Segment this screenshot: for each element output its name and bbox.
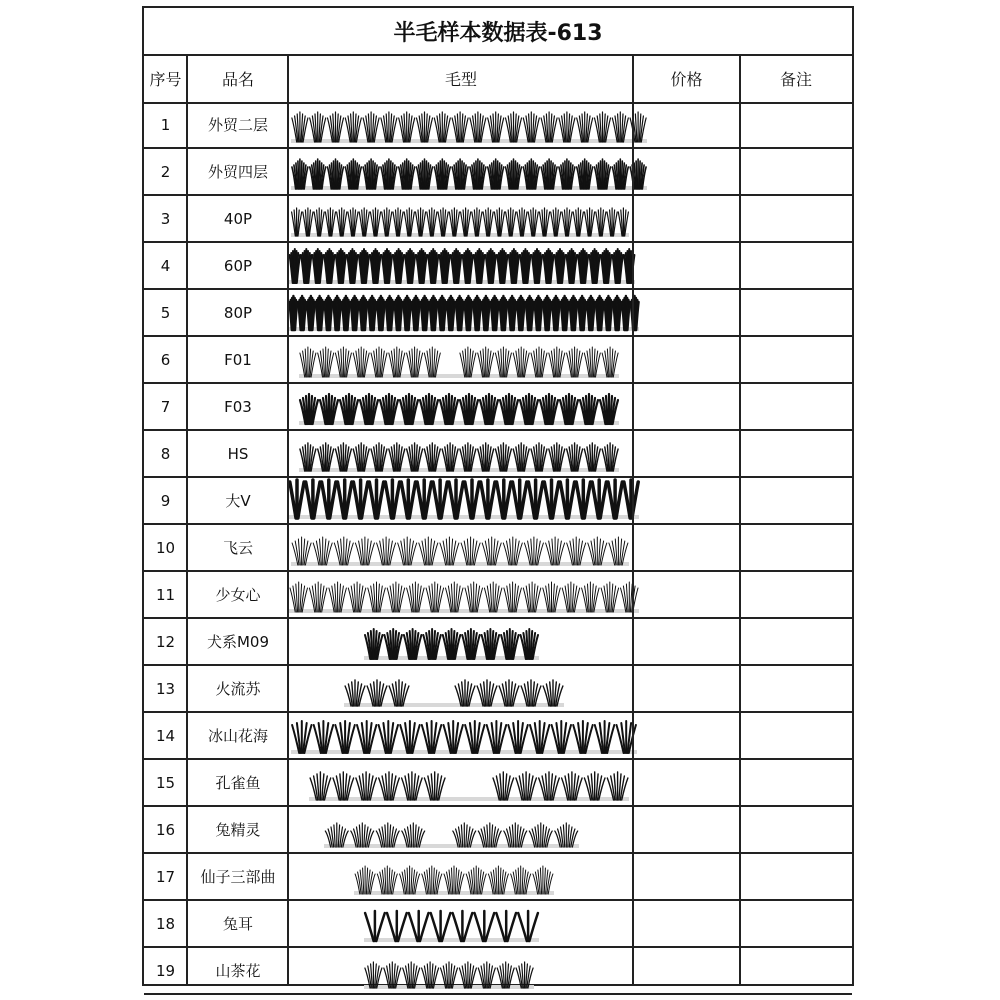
table-row xyxy=(144,337,852,384)
table-row xyxy=(144,431,852,478)
lash-cluster-strip-icon xyxy=(289,666,649,711)
row-product-name: 冰山花海 xyxy=(207,727,268,745)
row-product-name: 兔精灵 xyxy=(215,821,261,839)
row-product-name: F01 xyxy=(224,350,252,369)
header-price: 价格 xyxy=(670,69,703,89)
table-row xyxy=(144,619,852,666)
lash-cluster-strip-icon xyxy=(289,478,649,523)
lash-cluster-strip-icon xyxy=(289,619,649,664)
lash-cluster-strip-icon xyxy=(289,807,649,852)
row-number: 2 xyxy=(160,162,171,181)
row-number: 9 xyxy=(160,491,171,510)
row-product-name: 兔耳 xyxy=(222,915,253,933)
row-product-name: 火流苏 xyxy=(215,680,261,698)
row-number: 10 xyxy=(155,538,176,557)
row-price-cell[interactable] xyxy=(633,431,740,476)
table-row xyxy=(144,666,852,713)
row-number: 15 xyxy=(155,773,176,792)
table-row xyxy=(144,713,852,760)
row-price-cell[interactable] xyxy=(633,149,740,194)
column-divider xyxy=(739,54,741,984)
row-price-cell[interactable] xyxy=(633,478,740,523)
row-note-cell[interactable] xyxy=(740,572,852,617)
row-price-cell[interactable] xyxy=(633,901,740,946)
row-note-cell[interactable] xyxy=(740,478,852,523)
table-row xyxy=(144,243,852,290)
table-row xyxy=(144,525,852,572)
row-number: 19 xyxy=(155,961,176,980)
row-number: 6 xyxy=(160,350,171,369)
table-row xyxy=(144,384,852,431)
table-row xyxy=(144,854,852,901)
row-note-cell[interactable] xyxy=(740,102,852,147)
row-number: 4 xyxy=(160,256,171,275)
row-number: 12 xyxy=(155,632,176,651)
row-price-cell[interactable] xyxy=(633,196,740,241)
row-note-cell[interactable] xyxy=(740,901,852,946)
row-product-name: 少女心 xyxy=(215,586,261,604)
row-note-cell[interactable] xyxy=(740,243,852,288)
lash-cluster-strip-icon xyxy=(289,572,649,617)
lash-cluster-strip-icon xyxy=(289,525,649,570)
row-number: 7 xyxy=(160,397,171,416)
row-number: 16 xyxy=(155,820,176,839)
row-note-cell[interactable] xyxy=(740,384,852,429)
column-divider xyxy=(632,54,634,984)
row-price-cell[interactable] xyxy=(633,290,740,335)
row-product-name: 仙子三部曲 xyxy=(200,868,276,886)
row-number: 17 xyxy=(155,867,176,886)
row-number: 5 xyxy=(160,303,171,322)
row-product-name: 飞云 xyxy=(222,539,253,557)
row-price-cell[interactable] xyxy=(633,243,740,288)
row-number: 14 xyxy=(155,726,176,745)
row-product-name: 犬系M09 xyxy=(206,633,270,651)
table-row xyxy=(144,196,852,243)
row-number: 18 xyxy=(155,914,176,933)
table-row xyxy=(144,807,852,854)
sample-data-sheet xyxy=(142,6,854,986)
row-price-cell[interactable] xyxy=(633,760,740,805)
lash-cluster-strip-icon xyxy=(289,760,649,805)
sheet-title: 半毛样本数据表-613 xyxy=(144,8,852,56)
row-product-name: 外贸四层 xyxy=(207,163,268,181)
lash-cluster-strip-icon xyxy=(289,102,649,147)
lash-cluster-strip-icon xyxy=(289,854,649,899)
row-price-cell[interactable] xyxy=(633,713,740,758)
row-price-cell[interactable] xyxy=(633,525,740,570)
row-number: 11 xyxy=(155,585,176,604)
lash-cluster-strip-icon xyxy=(289,713,649,758)
header-note: 备注 xyxy=(779,69,812,89)
table-header xyxy=(144,54,852,104)
row-price-cell[interactable] xyxy=(633,384,740,429)
table-row xyxy=(144,901,852,948)
row-note-cell[interactable] xyxy=(740,854,852,899)
table-row xyxy=(144,760,852,807)
row-product-name: F03 xyxy=(224,397,252,416)
column-divider xyxy=(186,54,188,984)
lash-cluster-strip-icon xyxy=(289,337,649,382)
table-row xyxy=(144,102,852,149)
row-note-cell[interactable] xyxy=(740,760,852,805)
row-product-name: 80P xyxy=(223,303,253,322)
header-style: 毛型 xyxy=(444,69,477,89)
row-price-cell[interactable] xyxy=(633,666,740,711)
row-price-cell[interactable] xyxy=(633,619,740,664)
lash-cluster-strip-icon xyxy=(289,243,649,288)
table-row xyxy=(144,149,852,196)
lash-cluster-strip-icon xyxy=(289,901,649,946)
column-divider xyxy=(287,54,289,984)
row-number: 8 xyxy=(160,444,171,463)
row-number: 3 xyxy=(160,209,171,228)
row-price-cell[interactable] xyxy=(633,337,740,382)
row-number: 1 xyxy=(160,115,171,134)
lash-cluster-strip-icon xyxy=(289,290,649,335)
row-product-name: 60P xyxy=(223,256,253,275)
lash-cluster-strip-icon xyxy=(289,149,649,194)
lash-cluster-strip-icon xyxy=(289,431,649,476)
row-note-cell[interactable] xyxy=(740,431,852,476)
row-price-cell[interactable] xyxy=(633,807,740,852)
table-row xyxy=(144,948,852,995)
row-note-cell[interactable] xyxy=(740,948,852,993)
row-price-cell[interactable] xyxy=(633,102,740,147)
row-product-name: 40P xyxy=(223,209,253,228)
row-product-name: 大V xyxy=(225,492,251,510)
row-product-name: 孔雀鱼 xyxy=(215,774,261,792)
row-note-cell[interactable] xyxy=(740,807,852,852)
table-row xyxy=(144,478,852,525)
row-note-cell[interactable] xyxy=(740,149,852,194)
header-name: 品名 xyxy=(221,69,254,89)
row-price-cell[interactable] xyxy=(633,948,740,993)
row-note-cell[interactable] xyxy=(740,666,852,711)
row-product-name: 山茶花 xyxy=(215,962,261,980)
row-note-cell[interactable] xyxy=(740,196,852,241)
row-note-cell[interactable] xyxy=(740,525,852,570)
lash-cluster-strip-icon xyxy=(289,948,649,993)
row-product-name: 外贸二层 xyxy=(207,116,268,134)
row-price-cell[interactable] xyxy=(633,572,740,617)
row-number: 13 xyxy=(155,679,176,698)
row-note-cell[interactable] xyxy=(740,619,852,664)
table-row xyxy=(144,572,852,619)
lash-cluster-strip-icon xyxy=(289,384,649,429)
table-row xyxy=(144,290,852,337)
row-price-cell[interactable] xyxy=(633,854,740,899)
row-note-cell[interactable] xyxy=(740,337,852,382)
row-note-cell[interactable] xyxy=(740,290,852,335)
row-product-name: HS xyxy=(227,444,249,463)
row-note-cell[interactable] xyxy=(740,713,852,758)
lash-cluster-strip-icon xyxy=(289,196,649,241)
header-no: 序号 xyxy=(149,69,182,89)
